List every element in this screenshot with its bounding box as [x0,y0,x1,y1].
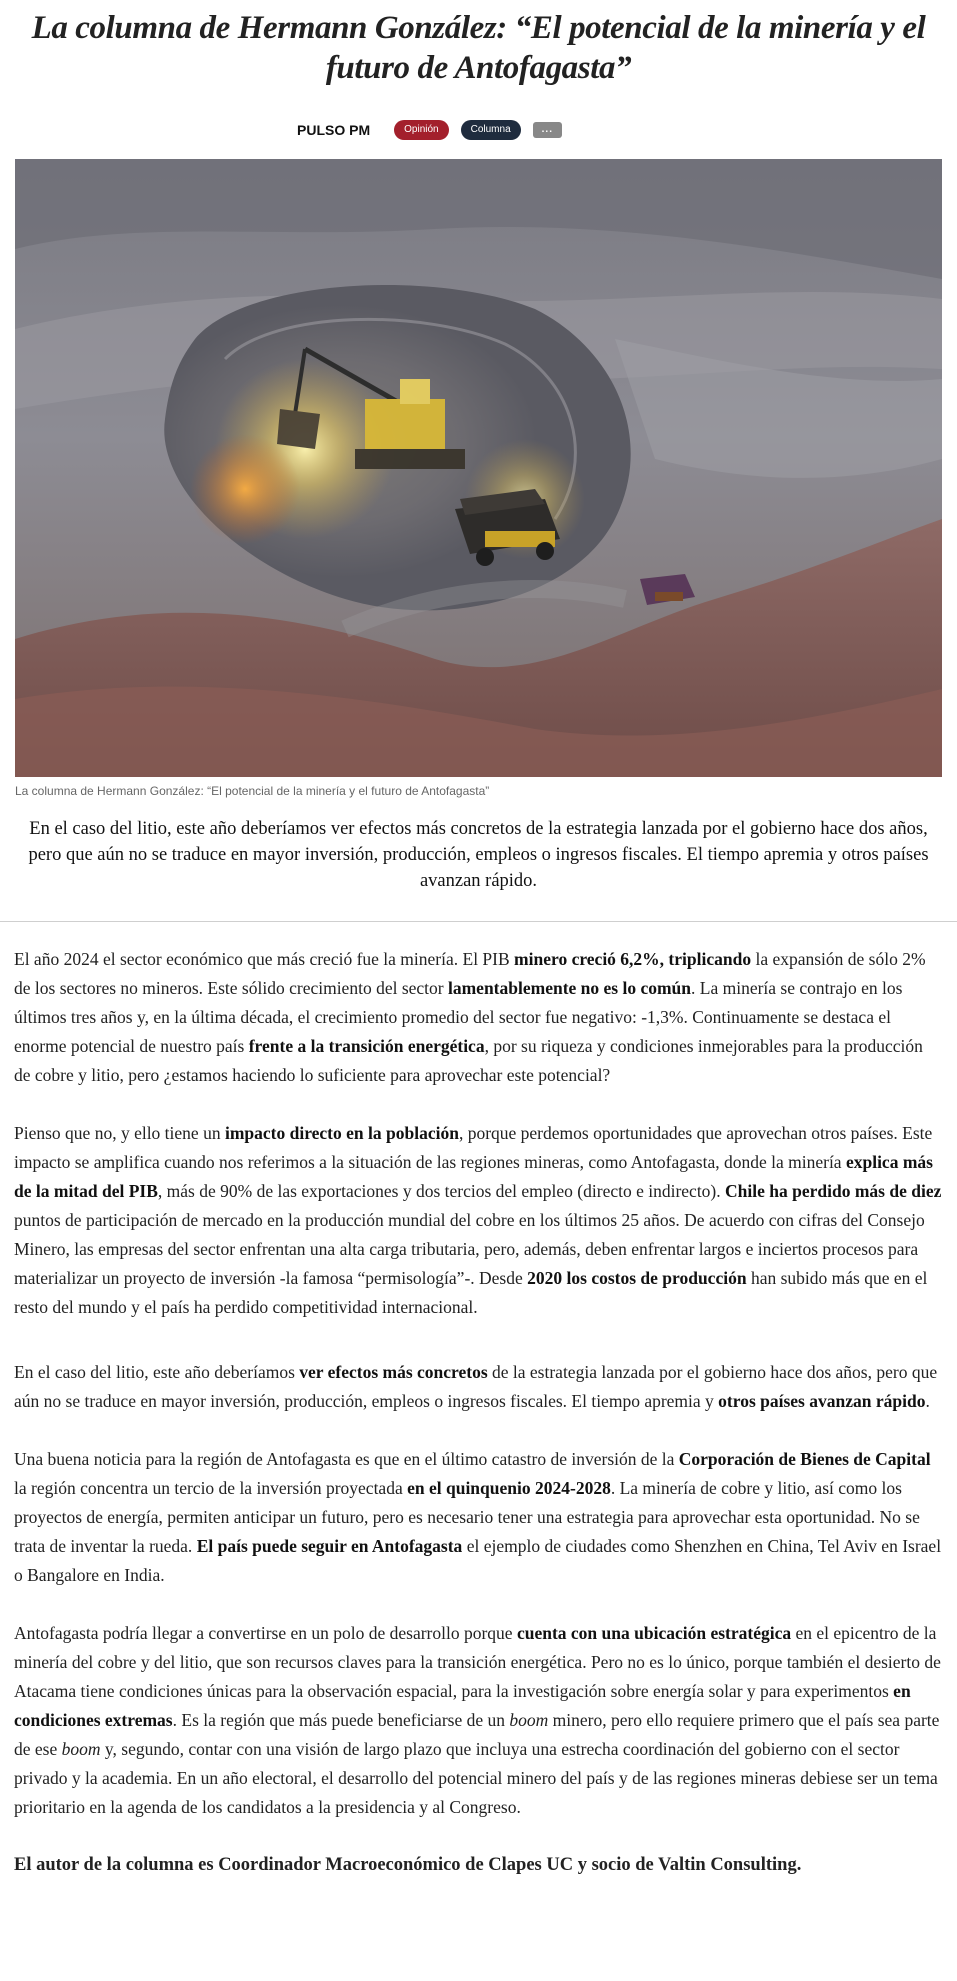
paragraph-text: Antofagasta podría llegar a convertirse en un polo de desarrollo porque [14,1623,517,1643]
bold-text: minero creció 6,2%, triplicando [514,949,752,969]
paragraph-text: El año 2024 el sector económico que más creció fue la minería. El PIB [14,949,515,969]
body-paragraph [14,945,943,1090]
body-paragraph [14,1619,943,1822]
bold-text: impacto directo en la población [224,1123,459,1143]
bold-text: El país puede seguir en Antofagasta [196,1536,463,1556]
paragraph-text: puntos de participación de mercado en la producción mundial del cobre en los últimos 25 años. De acuerdo con cifras del Consejo Minero, las empresas del sector enfrentan una alta carga tributaria, pero, además, deben enfrentar largos e inciertos procesos para materializar un proyecto de inversión -la famosa “permisología”-. Desde [14,1210,925,1288]
body-paragraph [14,1358,943,1416]
italic-text: boom [509,1710,549,1730]
tag-opinion[interactable]: Opinión [394,120,448,140]
bold-text: explica más de la mitad del PIB [14,1152,933,1201]
paragraph-text: el ejemplo de ciudades como Shenzhen en China, Tel Aviv en Israel o Bangalore en India. [14,1536,942,1585]
bold-text: Corporación de Bienes de Capital [678,1449,931,1469]
body-paragraph [14,1445,943,1590]
paragraph-text: la expansión de sólo 2% de los sectores no mineros. Este sólido crecimiento del sector [14,949,926,998]
bold-text: 2020 los costos de producción [527,1268,747,1288]
paragraph-text: . [925,1391,930,1411]
body-paragraph [14,1119,943,1322]
paragraph-text: . La minería de cobre y litio, así como los proyectos de energía, permiten anticipar un futuro, pero es necesario tener una estrategia para aprovechar esta oportunidad. No se trata de inventar la rueda. [14,1478,920,1556]
paragraph-text: de la estrategia lanzada por el gobierno hace dos años, pero que aún no se traduce en mayor inversión, producción, empleos o ingresos fiscales. El tiempo apremia y [14,1362,938,1411]
article-body [14,945,943,1880]
paragraph-text: Una buena noticia para la región de Antofagasta es que en el último catastro de inversión de la [14,1449,679,1469]
bold-text: ver efectos más concretos [299,1362,488,1382]
bold-text: en condiciones extremas [14,1681,911,1730]
author-note: El autor de la columna es Coordinador Macroeconómico de Clapes UC y socio de Valtin Consulting. [14,1855,802,1875]
article-lead: En el caso del litio, este año deberíamos ver efectos más concretos de la estrategia lanzada por el gobierno hace dos años, pero que aún no se traduce en mayor inversión, producción, empleos o ingresos fiscales. El tiempo apremia y otros países avanzan rápido. [28,819,929,891]
tag-column[interactable]: Columna [461,120,521,140]
paragraph-text: , más de 90% de las exportaciones y dos tercios del empleo (directo e indirecto). [157,1181,726,1201]
divider [0,921,957,922]
paragraph-text: , por su riqueza y condiciones inmejorables para la producción de cobre y litio, pero ¿estamos haciendo lo suficiente para aprovechar este potencial? [14,1036,923,1085]
paragraph-text: Pienso que no, y ello tiene un [14,1123,225,1143]
image-caption: La columna de Hermann González: “El potencial de la minería y el futuro de Antofagasta” [15,784,490,798]
paragraph-text: la región concentra un tercio de la inversión proyectada [14,1478,408,1498]
italic-text: boom [61,1739,101,1759]
bold-text: lamentablemente no es lo común [447,978,692,998]
paragraph-text: han subido más que en el resto del mundo y el país ha perdido competitividad internacional. [14,1268,928,1317]
paragraph-text: En el caso del litio, este año deberíamos [14,1362,300,1382]
hero-image-mining-pit [15,159,942,777]
bold-text: cuenta con una ubicación estratégica [516,1623,792,1643]
paragraph-text: en el epicentro de la minería del cobre y del litio, que son recursos claves para la transición energética. Pero no es lo único, porque también el desierto de Atacama tiene condiciones únicas para la observación espacial, para la investigación sobre energía solar y para experimentos [14,1623,941,1701]
article-title: La columna de Hermann González: “El potencial de la minería y el futuro de Antofagasta” [31,10,926,86]
paragraph-text: . La minería se contrajo en los últimos tres años y, en la última década, el crecimiento promedio del sector fue negativo: -1,3%. Continuamente se destaca el enorme potencial de nuestro país [14,978,903,1056]
bold-text: en el quinquenio 2024-2028 [407,1478,611,1498]
paragraph-text: . Es la región que más puede beneficiarse de un [172,1710,510,1730]
paragraph-text: minero, pero ello requiere primero que el país sea parte de ese [14,1710,940,1759]
paragraph-text: , porque perdemos oportunidades que aprovechan otros países. Este impacto se amplifica cuando nos referimos a la situación de las regiones mineras, como Antofagasta, donde la minería [14,1123,933,1172]
bold-text: otros países avanzan rápido [718,1391,926,1411]
bold-text: Chile ha perdido más de diez [725,1181,942,1201]
paragraph-text: y, segundo, contar con una visión de largo plazo que incluya una estrecha coordinación del gobierno con el sector privado y la academia. En un año electoral, el desarrollo del potencial minero del país y de las regiones mineras debiese ser un tema prioritario en la agenda de los candidatos a la presidencia y al Congreso. [14,1739,938,1817]
author-name[interactable]: PULSO PM [297,122,371,138]
more-tags-button[interactable]: ... [533,122,562,138]
article-meta [0,118,957,142]
bold-text: frente a la transición energética [248,1036,485,1056]
